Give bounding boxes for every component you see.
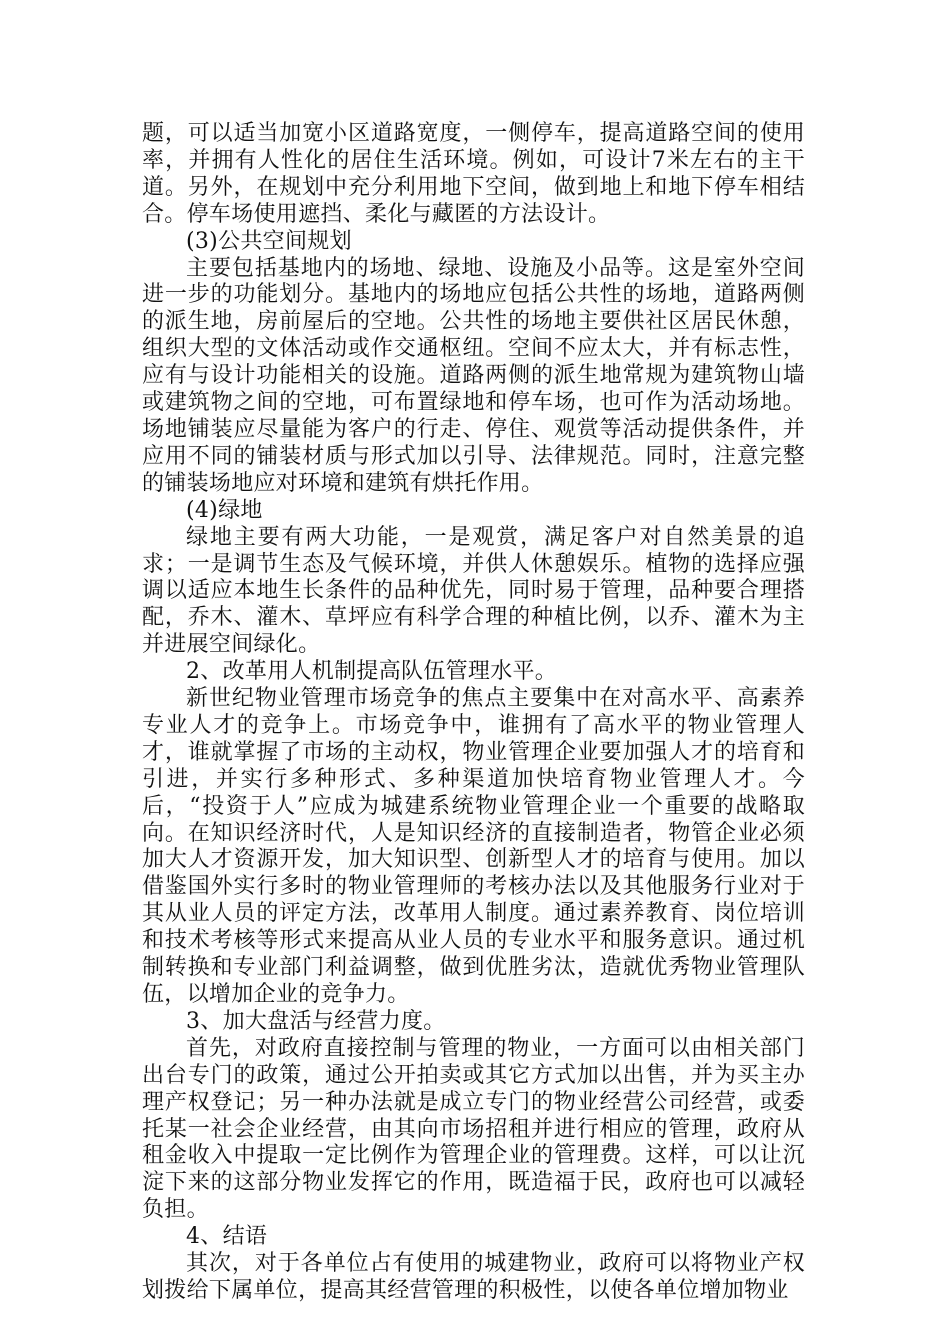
paragraph-green-space: 绿地主要有两大功能，一是观赏，满足客户对自然美景的追求；一是调节生态及气候环境，并供人休憩娱乐。植物的选择应强调以适应本地生长条件的品种优先，同时易于管理，品种要合理搭配，乔木、灌木、草坪应有科学合理的种植比例，以乔、灌木为主并进展空间绿化。: [142, 524, 805, 658]
heading-operation-efforts: 3、加大盘活与经营力度。: [186, 1008, 446, 1034]
heading-conclusion: 4、结语: [186, 1224, 268, 1250]
paragraph-conclusion: 其次，对于各单位占有使用的城建物业，政府可以将物业产权划拨给下属单位，提高其经营管理的积极性，以使各单位增加物业: [142, 1251, 805, 1303]
heading-public-space-planning: (3)公共空间规划: [186, 228, 352, 254]
paragraph-employment-reform: 新世纪物业管理市场竞争的焦点主要集中在对高水平、高素养专业人才的竞争上。市场竞争中，谁拥有了高水平的物业管理人才，谁就掌握了市场的主动权，物业管理企业要加强人才的培育和引进，并实行多种形式、多种渠道加快培育物业管理人才。今后，“投资于人”应成为城建系统物业管理企业一个重要的战略取向。在知识经济时代，人是知识经济的直接制造者，物管企业必须加大人才资源开发，加大知识型、创新型人才的培育与使用。加以借鉴国外实行多时的物业管理师的考核办法以及其他服务行业对于其从业人员的评定方法，改革用人制度。通过素养教育、岗位培训和技术考核等形式来提高从业人员的专业水平和服务意识。通过机制转换和专业部门利益调整，做到优胜劣汰，造就优秀物业管理队伍，以增加企业的竞争力。: [142, 686, 805, 1007]
heading-green-space: (4)绿地: [186, 497, 263, 523]
paragraph-public-space: 主要包括基地内的场地、绿地、设施及小品等。这是室外空间进一步的功能划分。基地内的场地应包括公共性的场地，道路两侧的派生地，房前屋后的空地。公共性的场地主要供社区居民休憩，组织大型的文体活动或作交通枢纽。空间不应太大，并有标志性，应有与设计功能相关的设施。道路两侧的派生地常规为建筑物山墙或建筑物之间的空地，可布置绿地和停车场，也可作为活动场地。场地铺装应尽量能为客户的行走、停住、观赏等活动提供条件，并应用不同的铺装材质与形式加以引导、法律规范。同时，注意完整的铺装场地应对环境和建筑有烘托作用。: [142, 255, 805, 496]
paragraph-parking-continuation: 题，可以适当加宽小区道路宽度，一侧停车，提高道路空间的使用率，并拥有人性化的居住生活环境。例如，可设计7米左右的主干道。另外，在规划中充分利用地下空间，做到地上和地下停车相结合。停车场使用遮挡、柔化与藏匿的方法设计。: [142, 121, 805, 227]
heading-employment-reform: 2、改革用人机制提高队伍管理水平。: [186, 659, 558, 685]
document-page: [142, 121, 805, 1305]
paragraph-operation-efforts: 首先，对政府直接控制与管理的物业，一方面可以由相关部门出台专门的政策，通过公开拍卖或其它方式加以出售，并为买主办理产权登记；另一种办法就是成立专门的物业经营公司经营，或委托某一社会企业经营，由其向市场招租并进行相应的管理，政府从租金收入中提取一定比例作为管理企业的管理费。这样，可以让沉淀下来的这部分物业发挥它的作用，既造福于民，政府也可以减轻负担。: [142, 1035, 805, 1223]
